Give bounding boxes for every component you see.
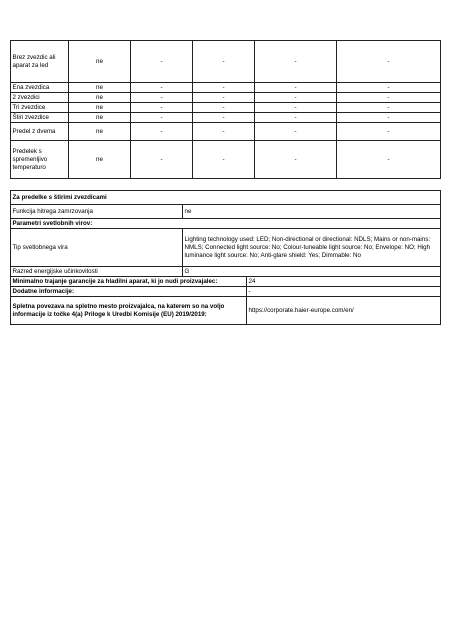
row-label: 2 zvezdici	[11, 93, 69, 103]
section-heading: Za predelke s štirimi zvezdicami	[11, 191, 441, 205]
cell-value: -	[193, 93, 255, 103]
cell-value: -	[131, 123, 193, 141]
cell-value: -	[337, 123, 441, 141]
website-link[interactable]: https://corporate.haier-europe.com/en/	[247, 297, 441, 325]
table-row	[11, 113, 441, 123]
star-compartment-table	[10, 40, 441, 179]
cell-value: -	[255, 141, 337, 179]
table-row	[11, 205, 441, 219]
row-label: Predelek s spremenljivo temperaturo	[11, 141, 69, 179]
cell-value: -	[193, 123, 255, 141]
cell-value: -	[337, 103, 441, 113]
cell-value: ne	[69, 141, 131, 179]
cell-value: -	[131, 113, 193, 123]
table-row	[11, 103, 441, 113]
cell-value: ne	[69, 83, 131, 93]
cell-value: -	[255, 113, 337, 123]
table-row	[11, 229, 441, 267]
cell-value: ne	[69, 103, 131, 113]
row-label: Tri zvezdice	[11, 103, 69, 113]
cell-value: ne	[69, 113, 131, 123]
cell-value: -	[193, 41, 255, 83]
table-row	[11, 287, 441, 297]
table-row	[11, 191, 441, 205]
table-row	[11, 277, 441, 287]
cell-value: ne	[69, 41, 131, 83]
cell-value: -	[255, 103, 337, 113]
cell-value: -	[255, 83, 337, 93]
cell-value: ne	[69, 123, 131, 141]
table-row	[11, 83, 441, 93]
row-label: Spletna povezava na spletno mesto proizvajalca, na katerem so na voljo informacije iz točke 4(a) Priloge k Uredbi Komisije (EU) 2019/2019:	[11, 297, 247, 325]
table-row	[11, 41, 441, 83]
cell-value: -	[337, 93, 441, 103]
cell-value: -	[193, 103, 255, 113]
row-label: Funkcija hitrega zamrzovanja	[11, 205, 183, 219]
cell-value: -	[255, 93, 337, 103]
cell-value: -	[337, 41, 441, 83]
cell-value: ne	[183, 205, 441, 219]
cell-value: -	[337, 141, 441, 179]
section-heading: Parametri svetlobnih virov:	[11, 219, 441, 229]
table-row	[11, 123, 441, 141]
cell-value: -	[255, 41, 337, 83]
cell-value: -	[193, 141, 255, 179]
row-label: Ena zvezdica	[11, 83, 69, 93]
table-row	[11, 93, 441, 103]
cell-value: G	[183, 267, 441, 277]
table-row	[11, 297, 441, 325]
cell-value: Lighting technology used: LED; Non-directional or directional: NDLS; Mains or non-mains: NMLS; Connected light source: No; Colour-tuneable light source: No; Envelope: NO; High luminance light source: No; Anti-glare shield: Yes; Dimmable: No	[183, 229, 441, 267]
product-info-table	[10, 190, 441, 325]
cell-value: -	[337, 113, 441, 123]
cell-value: -	[131, 103, 193, 113]
table-row	[11, 141, 441, 179]
cell-value: -	[337, 83, 441, 93]
cell-value: -	[131, 41, 193, 83]
row-label: Minimalno trajanje garancije za hladilni aparat, ki jo nudi proizvajalec:	[11, 277, 247, 287]
cell-value: -	[131, 83, 193, 93]
row-label: Brez zvezdic ali aparat za led	[11, 41, 69, 83]
row-label: Tip svetlobnega vira	[11, 229, 183, 267]
table-row	[11, 267, 441, 277]
cell-value: 24	[247, 277, 441, 287]
row-label: Razred energijske učinkovitosti	[11, 267, 183, 277]
row-label: Štiri zvezdice	[11, 113, 69, 123]
cell-value: -	[247, 287, 441, 297]
cell-value: -	[131, 93, 193, 103]
cell-value: -	[255, 123, 337, 141]
cell-value: -	[131, 141, 193, 179]
cell-value: -	[193, 83, 255, 93]
cell-value: -	[193, 113, 255, 123]
table-row	[11, 219, 441, 229]
row-label: Dodatne informacije:	[11, 287, 247, 297]
row-label: Predel z dvema	[11, 123, 69, 141]
cell-value: ne	[69, 93, 131, 103]
